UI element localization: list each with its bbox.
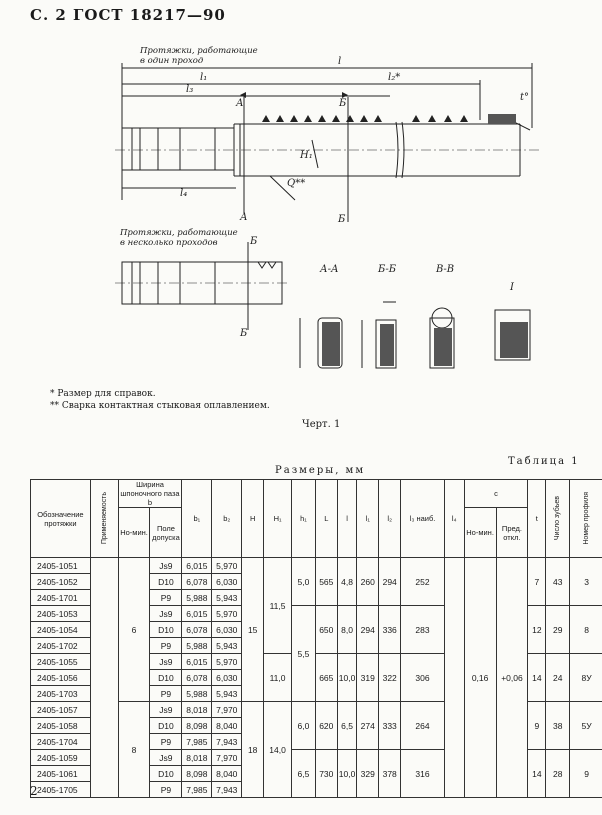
section-aa: А-А [320,264,339,275]
dim-l: l [338,56,342,67]
mark-b2-bottom: Б [240,328,248,339]
section-vv: В-В [436,264,455,275]
dim-h1: H₁ [300,150,313,161]
table-row: 2405-1055 Js9 6,015 5,970 11,0 665 10,0 319 322 306 14 24 8У [31,654,602,670]
mark-a-bottom: А [240,212,248,223]
dim-q: Q** [287,178,306,189]
table-row: 2405-1059 Js9 8,018 7,970 6,5 730 10,0 329 378 316 14 28 9 [31,750,602,766]
mark-b2-top: Б [250,236,258,247]
dim-l1: l₁ [200,72,208,83]
mark-b-bottom: Б [338,214,346,225]
table-row: 2405-1058 D10 8,098 8,040 [31,718,602,734]
dim-t: t° [520,92,530,103]
table-label: Таблица 1 [508,456,580,467]
table-row: 2405-1056 D10 6,078 6,030 [31,670,602,686]
table-row: 2405-1057 8 Js9 8,018 7,970 18 14,0 6,0 620 6,5 274 333 264 9 38 5У [31,702,602,718]
mark-a-top: А [236,98,244,109]
th-t: t [528,480,546,558]
th-profile: Номер профиля [583,492,591,545]
th-l-total: L [315,480,337,558]
footnote-1: * Размер для справок. [50,389,156,399]
table-row: 2405-1052 D10 6,078 6,030 [31,574,602,590]
th-b2: b₂ [212,480,242,558]
table-row: 2405-1051 6 Js9 6,015 5,970 15 11,5 5,0 565 4,8 260 294 252 0,16 +0,06 7 43 3 [31,558,602,574]
footnote-2: ** Сварка контактная стыковая оплавлением. [50,401,270,411]
dim-l4: l₄ [180,188,188,199]
detail-i: I [510,282,514,293]
figure-caption: Черт. 1 [302,419,341,430]
th-l: l [337,480,357,558]
table-row: 2405-1703 P9 5,988 5,943 [31,686,602,702]
table-title: Размеры, мм [275,465,366,476]
th-hh1: h₁ [291,480,315,558]
th-l4: l₄ [444,480,464,558]
dimensions-table [30,479,602,798]
th-l3: l₃ наиб. [401,480,445,558]
th-cnom: Но-мин. [464,508,496,558]
label-single-pass: Протяжки, работающие в один проход [140,46,258,66]
th-h1: H₁ [264,480,292,558]
table-row: 2405-1061 D10 8,098 8,040 [31,766,602,782]
table-row: 2405-1705 P9 7,985 7,943 [31,782,602,798]
th-applicability: Применяемость [100,492,108,545]
th-b1: b₁ [182,480,212,558]
table-row: 2405-1053 Js9 6,015 5,970 5,5 650 8,0 294 336 283 12 29 8 [31,606,602,622]
th-cdev: Пред. откл. [496,508,528,558]
th-nom: Но-мин. [118,508,150,558]
th-teeth: Число зубьев [554,496,562,541]
th-width: Ширина шпоночного паза b [118,480,182,508]
th-c: c [464,480,528,508]
dim-l2: l₂* [388,72,401,83]
th-designation: Обозначение протяжки [31,480,91,558]
th-tol: Поле допуска [150,508,182,558]
page-header: С. 2 ГОСТ 18217—90 [30,6,226,24]
label-multi-pass: Протяжки, работающие в несколько проходов [120,228,238,248]
table-row: 2405-1702 P9 5,988 5,943 [31,638,602,654]
th-l1: l₁ [357,480,379,558]
page-number: 2 [30,784,38,798]
table-row: 2405-1701 P9 5,988 5,943 [31,590,602,606]
th-h: H [242,480,264,558]
dim-l3: l₃ [186,84,194,95]
mark-b-top: Б [339,98,347,109]
th-l2: l₂ [379,480,401,558]
table-row: 2405-1704 P9 7,985 7,943 [31,734,602,750]
section-bb: Б-Б [378,264,397,275]
table-row: 2405-1054 D10 6,078 6,030 [31,622,602,638]
